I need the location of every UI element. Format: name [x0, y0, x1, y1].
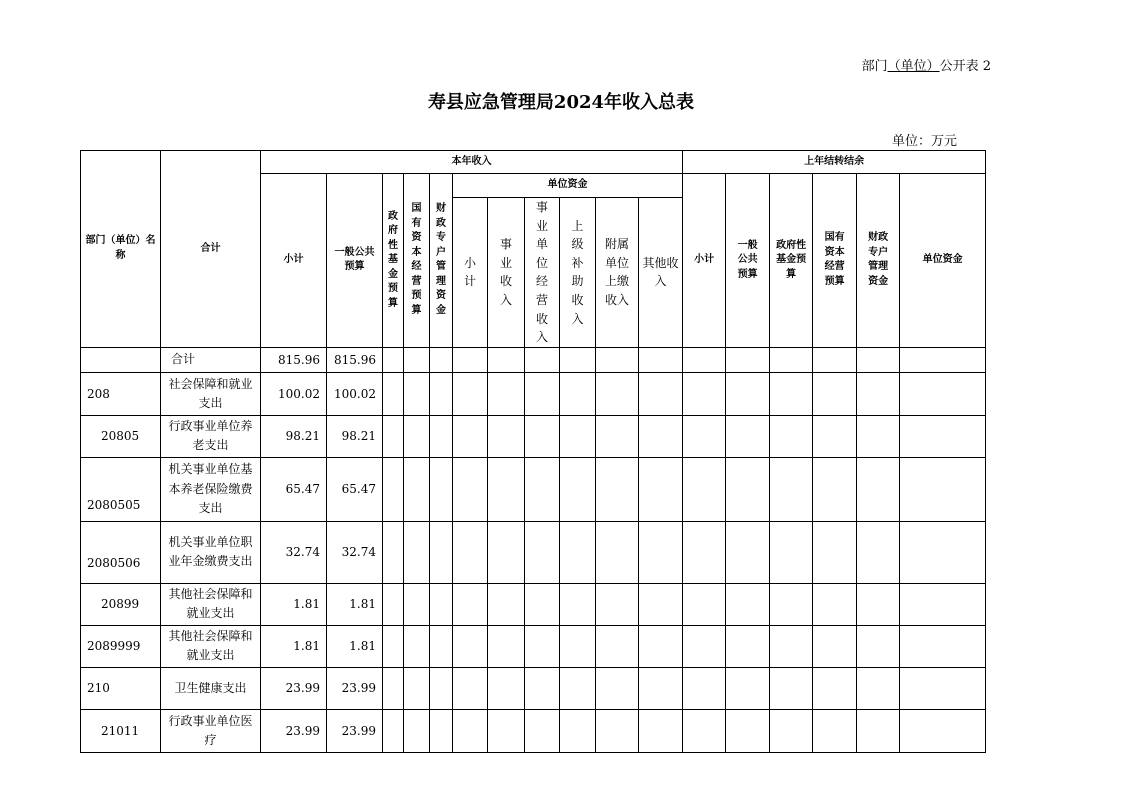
row-name: 机关事业单位职业年金缴费支出 — [161, 521, 261, 583]
table-row — [81, 625, 986, 667]
income-summary-table — [80, 150, 986, 753]
row-name: 行政事业单位医疗 — [161, 709, 261, 752]
header-total: 合计 — [161, 151, 261, 348]
row-subtotal: 98.21 — [261, 415, 327, 457]
table-row — [81, 415, 986, 457]
header-subtotal: 小计 — [261, 174, 327, 348]
row-code: 2089999 — [81, 625, 161, 667]
row-general-budget: 1.81 — [327, 583, 383, 625]
table-row — [81, 521, 986, 583]
row-general-budget: 23.99 — [327, 667, 383, 709]
row-subtotal: 100.02 — [261, 372, 327, 415]
row-general-budget: 65.47 — [327, 457, 383, 521]
row-name: 机关事业单位基本养老保险缴费支出 — [161, 457, 261, 521]
table-number-suffix: 公开表 2 — [939, 59, 991, 74]
header-current-year-income: 本年收入 — [261, 151, 683, 174]
row-subtotal: 32.74 — [261, 521, 327, 583]
row-subtotal: 815.96 — [261, 347, 327, 372]
header-general-budget: 一般公共预算 — [327, 174, 383, 348]
row-code: 210 — [81, 667, 161, 709]
table-row — [81, 583, 986, 625]
header-unit-funds-subtotal: 小计 — [453, 198, 488, 348]
header-dept-name: 部门（单位）名称 — [81, 151, 161, 348]
row-code — [81, 347, 161, 372]
row-name: 合计 — [161, 347, 261, 372]
table-number-unit: （单位） — [887, 59, 940, 74]
header-py-fiscal-special-funds: 财政专户管理资金 — [857, 174, 900, 348]
page-title: 寿县应急管理局2024年收入总表 — [427, 92, 695, 113]
row-general-budget: 1.81 — [327, 625, 383, 667]
row-code: 2080506 — [81, 521, 161, 583]
row-code: 2080505 — [81, 457, 161, 521]
row-general-budget: 815.96 — [327, 347, 383, 372]
header-py-gov-fund-budget: 政府性基金预算 — [770, 174, 813, 348]
row-general-budget: 32.74 — [327, 521, 383, 583]
header-superior-subsidy-income: 上级补助收入 — [560, 198, 596, 348]
header-prior-year-carryover: 上年结转结余 — [683, 151, 986, 174]
row-code: 20805 — [81, 415, 161, 457]
row-subtotal: 23.99 — [261, 667, 327, 709]
header-py-general-budget: 一般公共预算 — [726, 174, 770, 348]
row-subtotal: 1.81 — [261, 583, 327, 625]
header-other-income: 其他收入 — [639, 198, 683, 348]
row-name: 其他社会保障和就业支出 — [161, 625, 261, 667]
header-operating-income: 事业单位经营收入 — [525, 198, 560, 348]
table-row — [81, 372, 986, 415]
row-name: 社会保障和就业支出 — [161, 372, 261, 415]
header-py-unit-funds: 单位资金 — [900, 174, 986, 348]
table-row — [81, 709, 986, 752]
header-affiliated-unit-income: 附属单位上缴收入 — [596, 198, 639, 348]
row-code: 20899 — [81, 583, 161, 625]
header-py-state-capital-budget: 国有资本经营预算 — [813, 174, 857, 348]
table-number-label — [862, 55, 991, 74]
row-general-budget: 100.02 — [327, 372, 383, 415]
table-row — [81, 667, 986, 709]
row-general-budget: 98.21 — [327, 415, 383, 457]
header-py-subtotal: 小计 — [683, 174, 726, 348]
row-subtotal: 65.47 — [261, 457, 327, 521]
header-business-income: 事业收入 — [488, 198, 525, 348]
row-code: 21011 — [81, 709, 161, 752]
header-state-capital-budget: 国有资本经营预算 — [404, 174, 430, 348]
row-name: 行政事业单位养老支出 — [161, 415, 261, 457]
table-row — [81, 347, 986, 372]
header-gov-fund-budget: 政府性基金预算 — [383, 174, 404, 348]
row-subtotal: 1.81 — [261, 625, 327, 667]
header-fiscal-special-funds: 财政专户管理资金 — [430, 174, 453, 348]
row-subtotal: 23.99 — [261, 709, 327, 752]
row-general-budget: 23.99 — [327, 709, 383, 752]
unit-label: 单位：万元 — [891, 134, 957, 149]
row-name: 卫生健康支出 — [161, 667, 261, 709]
table-number-prefix: 部门 — [861, 59, 888, 74]
row-code: 208 — [81, 372, 161, 415]
header-unit-funds: 单位资金 — [453, 174, 683, 198]
row-name: 其他社会保障和就业支出 — [161, 583, 261, 625]
table-row — [81, 457, 986, 521]
